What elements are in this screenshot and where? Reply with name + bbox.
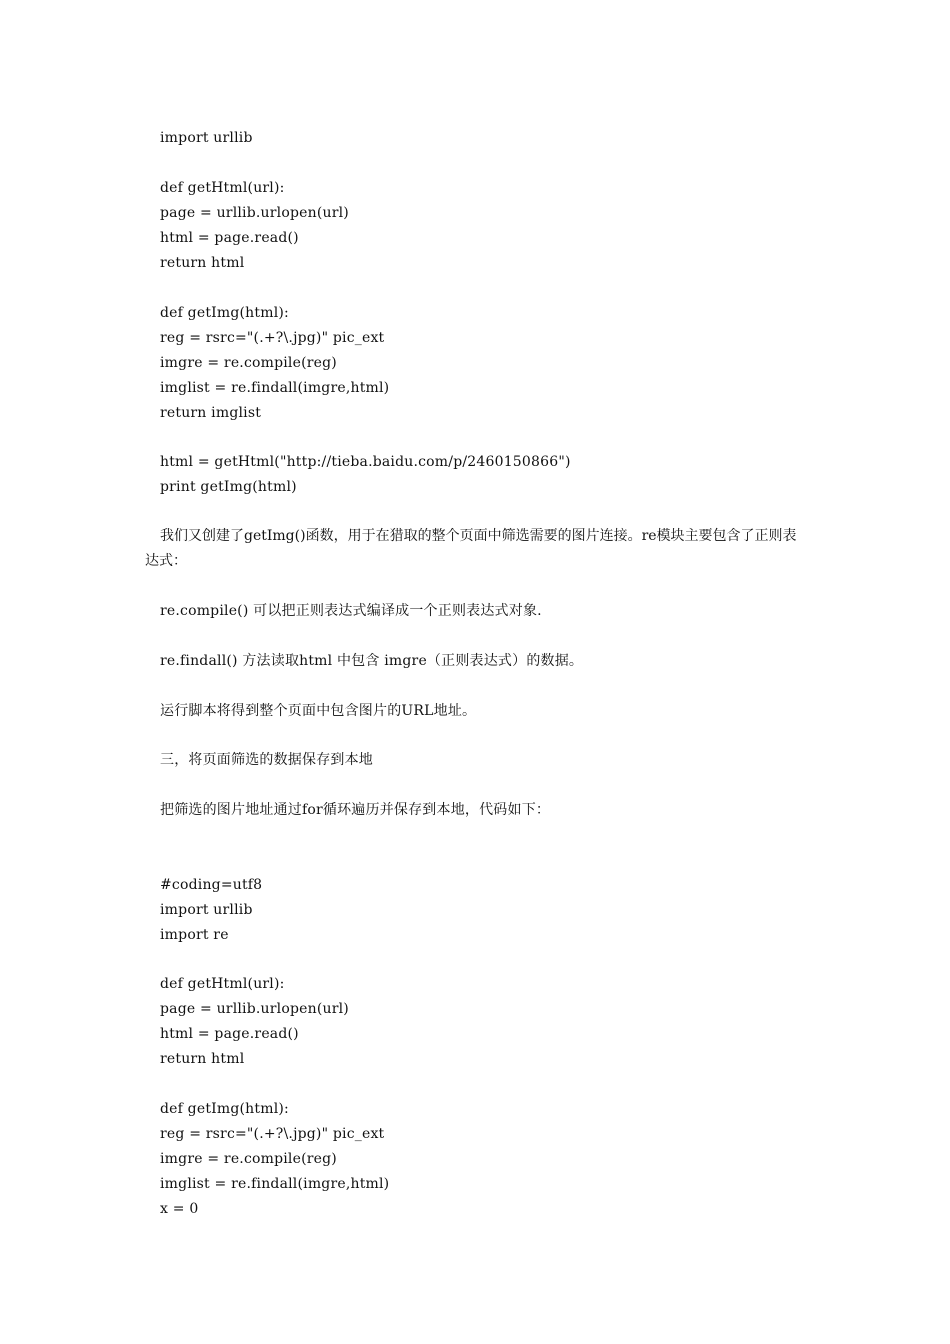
code-line: imgre = re.compile(reg) xyxy=(160,355,337,371)
section-heading: 三，将页面筛选的数据保存到本地 xyxy=(160,752,373,768)
code-line: import re xyxy=(160,927,229,943)
code-line: imgre = re.compile(reg) xyxy=(160,1151,337,1167)
code-line: def getHtml(url): xyxy=(160,180,285,196)
findall-note: re.findall() 方法读取html 中包含 imgre（正则表达式）的数据。 xyxy=(160,653,584,669)
run-note: 运行脚本将得到整个页面中包含图片的URL地址。 xyxy=(160,703,477,719)
code-line: x = 0 xyxy=(160,1201,199,1217)
code-line: html = getHtml("http://tieba.baidu.com/p/2460150866") xyxy=(160,454,571,470)
code-line: import urllib xyxy=(160,902,253,918)
code-line: return html xyxy=(160,1051,245,1067)
code-line: reg = rsrc="(.+?\.jpg)" pic_ext xyxy=(160,330,385,346)
code-line: return html xyxy=(160,255,245,271)
code-line: imglist = re.findall(imgre,html) xyxy=(160,1176,390,1192)
code-line: html = page.read() xyxy=(160,230,299,246)
code-line: import urllib xyxy=(160,130,253,146)
code-line: def getImg(html): xyxy=(160,1101,289,1117)
code-line: def getHtml(url): xyxy=(160,976,285,992)
code-line: page = urllib.urlopen(url) xyxy=(160,1001,349,1017)
compile-note: re.compile() 可以把正则表达式编译成一个正则表达式对象. xyxy=(160,603,542,619)
code-line: page = urllib.urlopen(url) xyxy=(160,205,349,221)
code-line: reg = rsrc="(.+?\.jpg)" pic_ext xyxy=(160,1126,385,1142)
paragraph-intro: 我们又创建了getImg()函数，用于在猎取的整个页面中筛选需要的图片连接。re模块主要包含了正则表达式： xyxy=(145,528,797,569)
code-line: html = page.read() xyxy=(160,1026,299,1042)
code-line: def getImg(html): xyxy=(160,305,289,321)
code-line: imglist = re.findall(imgre,html) xyxy=(160,380,390,396)
code-line: #coding=utf8 xyxy=(160,877,263,893)
section-intro: 把筛选的图片地址通过for循环遍历并保存到本地，代码如下： xyxy=(160,802,551,818)
code-line: print getImg(html) xyxy=(160,479,297,495)
code-line: return imglist xyxy=(160,405,262,421)
